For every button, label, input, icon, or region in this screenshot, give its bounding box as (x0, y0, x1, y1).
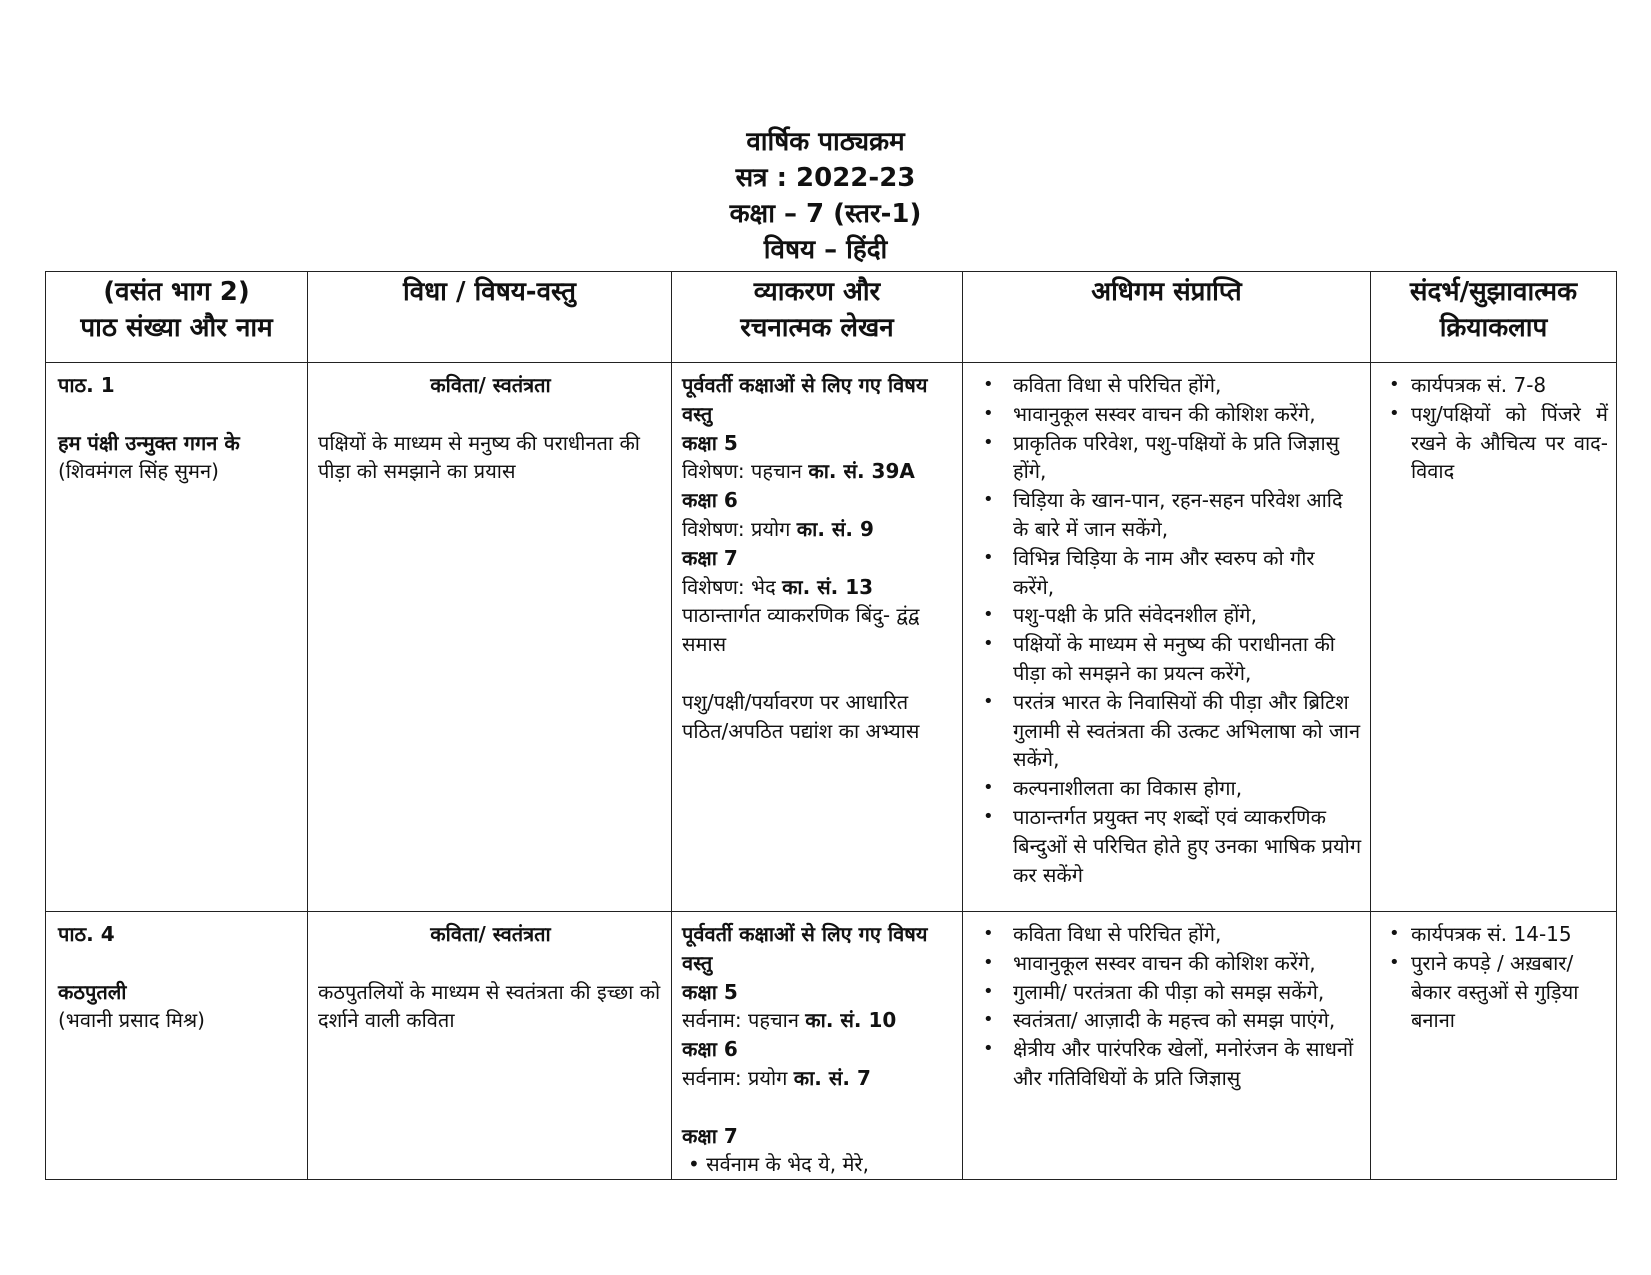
grammar-class6-label: कक्षा 6 (682, 1037, 738, 1062)
list-item: • क्षेत्रीय और पारंपरिक खेलों, मनोरंजन के साधनों और गतिविधियों के प्रति जिज्ञासु (1013, 1035, 1362, 1093)
grammar-class6-label: कक्षा 6 (682, 488, 738, 513)
grammar-cell (672, 912, 963, 1180)
grammar-prev-heading: पूर्ववर्ती कक्षाओं से लिए गए विषय वस्तु (682, 922, 928, 975)
lesson-number: पाठ. 4 (58, 922, 115, 946)
heading-session: सत्र : 2022-23 (735, 163, 916, 193)
activities-cell (1371, 912, 1617, 1180)
lesson-name: हम पंक्षी उन्मुक्त गगन के (58, 430, 240, 455)
genre-label: कविता/ स्वतंत्रता (430, 373, 551, 397)
header-outcomes: अधिगम संप्राप्ति (963, 272, 1371, 363)
lesson-cell (46, 363, 308, 912)
list-item: • भावानुकूल सस्वर वाचन की कोशिश करेंगे, (1013, 949, 1362, 978)
grammar-class5-item: सर्वनाम: पहचान का. सं. 10 (682, 1008, 897, 1033)
list-item: • कविता विधा से परिचित होंगे, (1013, 920, 1362, 949)
list-item: • कल्पनाशीलता का विकास होगा, (1013, 774, 1362, 803)
grammar-class6-item: सर्वनाम: प्रयोग का. सं. 7 (682, 1065, 871, 1090)
list-item: • भावानुकूल सस्वर वाचन की कोशिश करेंगे, (1013, 400, 1362, 429)
heading-title: वार्षिक पाठ्यक्रम (746, 127, 905, 157)
lesson-cell (46, 912, 308, 1180)
table-header-row (46, 272, 1617, 363)
list-item: • प्राकृतिक परिवेश, पशु-पक्षियों के प्रति जिज्ञासु होंगे, (1013, 429, 1362, 487)
activities-list (1381, 371, 1608, 486)
outcomes-cell (963, 363, 1371, 912)
creative-writing: पशु/पक्षी/पर्यावरण पर आधारित पठित/अपठित पद्यांश का अभ्यास (682, 689, 920, 743)
header-grammar: व्याकरण और रचनात्मक लेखन (672, 272, 963, 363)
activities-cell (1371, 363, 1617, 912)
heading-subject: विषय – हिंदी (763, 235, 888, 265)
grammar-cell (672, 363, 963, 912)
table-row (46, 363, 1617, 912)
outcomes-list (973, 920, 1362, 1093)
list-item: • पक्षियों के माध्यम से मनुष्य की पराधीनता की पीड़ा को समझने का प्रयत्न करेंगे, (1013, 630, 1362, 688)
list-item: • चिड़िया के खान-पान, रहन-सहन परिवेश आदि के बारे में जान सकेंगे, (1013, 486, 1362, 544)
grammar-extra: पाठान्तार्गत व्याकरणिक बिंदु- द्वंद्व समास (682, 603, 920, 657)
genre-label: कविता/ स्वतंत्रता (430, 922, 551, 946)
list-item: • गुलामी/ परतंत्रता की पीड़ा को समझ सकेंगे, (1013, 978, 1362, 1007)
outcomes-cell (963, 912, 1371, 1180)
activities-list (1381, 920, 1608, 1035)
grammar-class5-item: विशेषण: पहचान का. सं. 39A (682, 459, 915, 484)
list-item: • कार्यपत्रक सं. 14-15 (1411, 920, 1608, 949)
genre-cell (308, 912, 672, 1180)
list-item: • पशु/पक्षियों को पिंजरे में रखने के औचित्य पर वाद-विवाद (1411, 400, 1608, 486)
grammar-prev-heading: पूर्ववर्ती कक्षाओं से लिए गए विषय वस्तु (682, 373, 928, 426)
list-item: • पशु-पक्षी के प्रति संवेदनशील होंगे, (1013, 601, 1362, 630)
list-item: • पुराने कपड़े / अख़बार/ बेकार वस्तुओं से गुड़िया बनाना (1411, 949, 1608, 1035)
grammar-class7-label: कक्षा 7 (682, 1123, 738, 1148)
list-item: • कविता विधा से परिचित होंगे, (1013, 371, 1362, 400)
header-activities: संदर्भ/सुझावात्मक क्रियाकलाप (1371, 272, 1617, 363)
grammar-class5-label: कक्षा 5 (682, 979, 738, 1004)
lesson-number: पाठ. 1 (58, 373, 115, 397)
genre-description: कठपुतलियों के माध्यम से स्वतंत्रता की इच्छा को दर्शाने वाली कविता (318, 979, 661, 1033)
header-genre: विधा / विषय-वस्तु (308, 272, 672, 363)
document-heading (0, 124, 1651, 268)
list-item: • कार्यपत्रक सं. 7-8 (1411, 371, 1608, 400)
list-item: • स्वतंत्रता/ आज़ादी के महत्त्व को समझ पाएंगे, (1013, 1006, 1362, 1035)
genre-cell (308, 363, 672, 912)
list-item: • परतंत्र भारत के निवासियों की पीड़ा और ब्रिटिश गुलामी से स्वतंत्रता की उत्कट अभिलाषा को जान सकेंगे, (1013, 688, 1362, 774)
table-row (46, 912, 1617, 1180)
grammar-class5-label: कक्षा 5 (682, 430, 738, 455)
grammar-class6-item: विशेषण: प्रयोग का. सं. 9 (682, 516, 874, 541)
grammar-class7-item: • सर्वनाम के भेद ये, मेरे, (688, 1152, 869, 1177)
outcomes-list (973, 371, 1362, 889)
header-lesson: (वसंत भाग 2) पाठ संख्या और नाम (46, 272, 308, 363)
lesson-author: (भवानी प्रसाद मिश्र) (58, 1008, 205, 1033)
heading-class: कक्षा – 7 (स्तर-1) (729, 199, 922, 229)
lesson-author: (शिवमंगल सिंह सुमन) (58, 459, 219, 484)
grammar-class7-item: विशेषण: भेद का. सं. 13 (682, 574, 874, 599)
syllabus-table (45, 271, 1617, 1180)
list-item: • विभिन्न चिड़िया के नाम और स्वरुप को गौर करेंगे, (1013, 544, 1362, 602)
list-item: • पाठान्तर्गत प्रयुक्त नए शब्दों एवं व्याकरणिक बिन्दुओं से परिचित होते हुए उनका भाषिक प्रयोग कर सकेंगे (1013, 803, 1362, 889)
grammar-class7-label: कक्षा 7 (682, 545, 738, 570)
genre-description: पक्षियों के माध्यम से मनुष्य की पराधीनता की पीड़ा को समझाने का प्रयास (318, 430, 640, 484)
lesson-name: कठपुतली (58, 979, 127, 1004)
